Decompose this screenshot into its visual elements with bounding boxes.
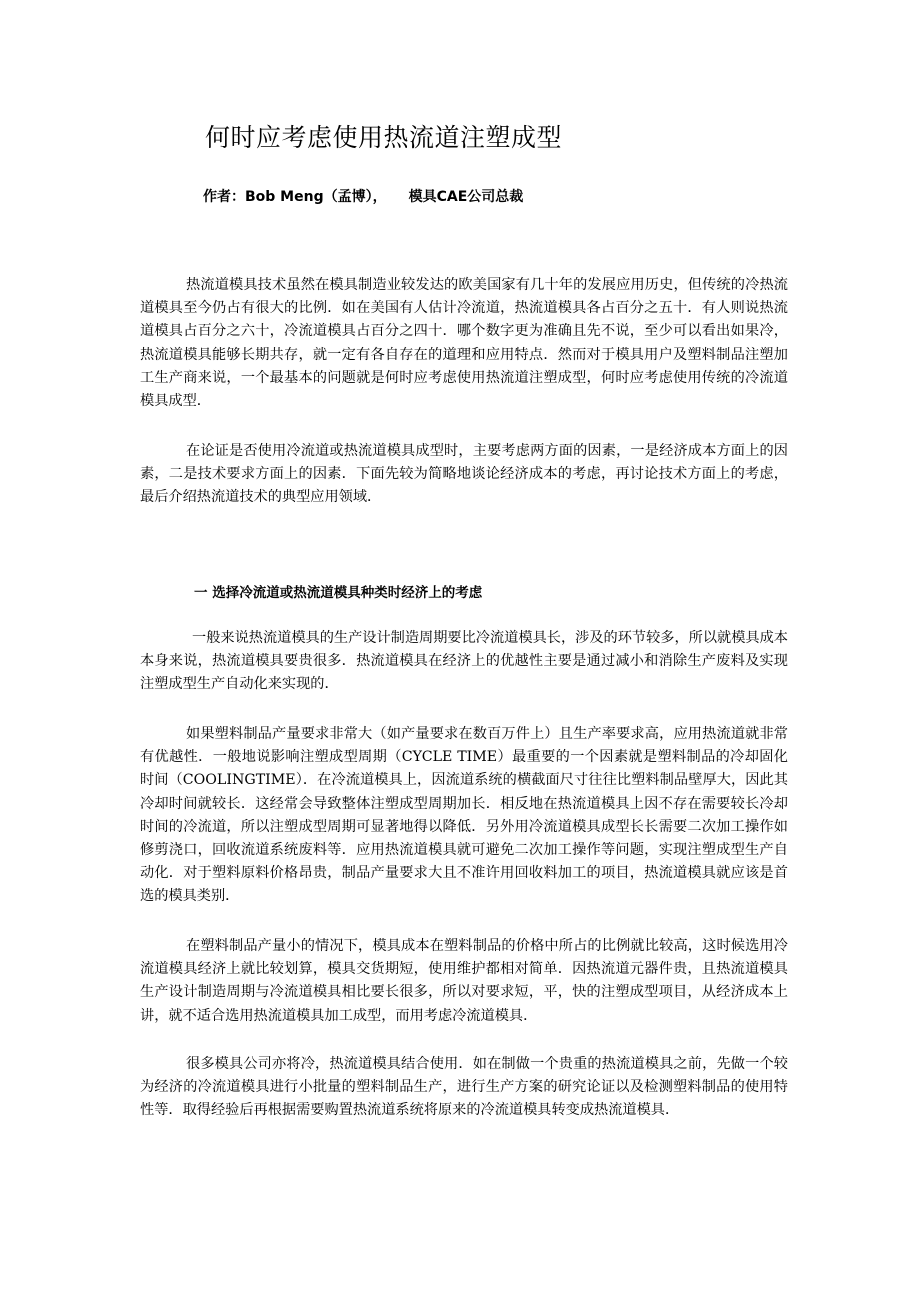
author-affiliation: 模具CAE公司总裁 [408, 189, 524, 205]
intro-paragraph-1: 热流道模具技术虽然在模具制造业较发达的欧美国家有几十年的发展应用历史，但传统的冷热流道模具至今仍占有很大的比例．如在美国有人估计冷流道，热流道模具各占百分之五十．有人则说热流道模具占百分之六十，冷流道模具占百分之四十．哪个数字更为准确且先不说，至少可以看出如果冷，热流道模具能够长期共存，就一定有各自存在的道理和应用特点．然而对于模具用户及塑料制品注塑加工生产商来说，一个最基本的问题就是何时应考虑使用热流道注塑成型，何时应考虑使用传统的冷流道模具成型． [140, 277, 788, 410]
section1-paragraph-1: 一般来说热流道模具的生产设计制造周期要比冷流道模具长，涉及的环节较多，所以就模具成本本身来说，热流道模具要贵很多．热流道模具在经济上的优越性主要是通过减小和消除生产废料及实现注塑成型生产自动化来实现的． [140, 630, 788, 693]
author-byline: 作者：Bob Meng（孟博）， [203, 189, 387, 205]
author-line [203, 186, 523, 206]
section1-paragraph-2: 如果塑料制品产量要求非常大（如产量要求在数百万件上）且生产率要求高，应用热流道就非常有优越性．一般地说影响注塑成型周期（CYCLE TIME）最重要的一个因素就是塑料制品的冷却固化时间（COOLINGTIME）．在冷流道模具上，因流道系统的横截面尺寸往往比塑料制品壁厚大，因此其冷却时间就较长．这经常会导致整体注塑成型周期加长．相反地在热流道模具上因不存在需要较长冷却时间的冷流道，所以注塑成型周期可显著地得以降低．另外用冷流道模具成型长长需要二次加工操作如修剪浇口，回收流道系统废料等．应用热流道模具就可避免二次加工操作等问题，实现注塑成型生产自动化．对于塑料原料价格昂贵，制品产量要求大且不准许用回收料加工的项目，热流道模具就应该是首选的模具类别． [140, 726, 788, 905]
section-heading-1: 一 选择冷流道或热流道模具种类时经济上的考虑 [194, 585, 483, 601]
section1-paragraph-3: 在塑料制品产量小的情况下，模具成本在塑料制品的价格中所占的比例就比较高，这时候选用冷流道模具经济上就比较划算，模具交货期短，使用维护都相对简单．因热流道元器件贵，且热流道模具生产设计制造周期与冷流道模具相比要长很多，所以对要求短，平，快的注塑成型项目，从经济成本上讲，就不适合选用热流道模具加工成型，而用考虑冷流道模具． [140, 938, 788, 1024]
section1-paragraph-4: 很多模具公司亦将冷，热流道模具结合使用．如在制做一个贵重的热流道模具之前，先做一个较为经济的冷流道模具进行小批量的塑料制品生产，进行生产方案的研究论证以及检测塑料制品的使用特性等．取得经验后再根据需要购置热流道系统将原来的冷流道模具转变成热流道模具． [140, 1056, 788, 1119]
page-title: 何时应考虑使用热流道注塑成型 [205, 123, 563, 152]
intro-paragraph-2: 在论证是否使用冷流道或热流道模具成型时，主要考虑两方面的因素，一是经济成本方面上的因素，二是技术要求方面上的因素．下面先较为简略地谈论经济成本的考虑，再讨论技术方面上的考虑，最后介绍热流道技术的典型应用领域． [140, 443, 788, 506]
